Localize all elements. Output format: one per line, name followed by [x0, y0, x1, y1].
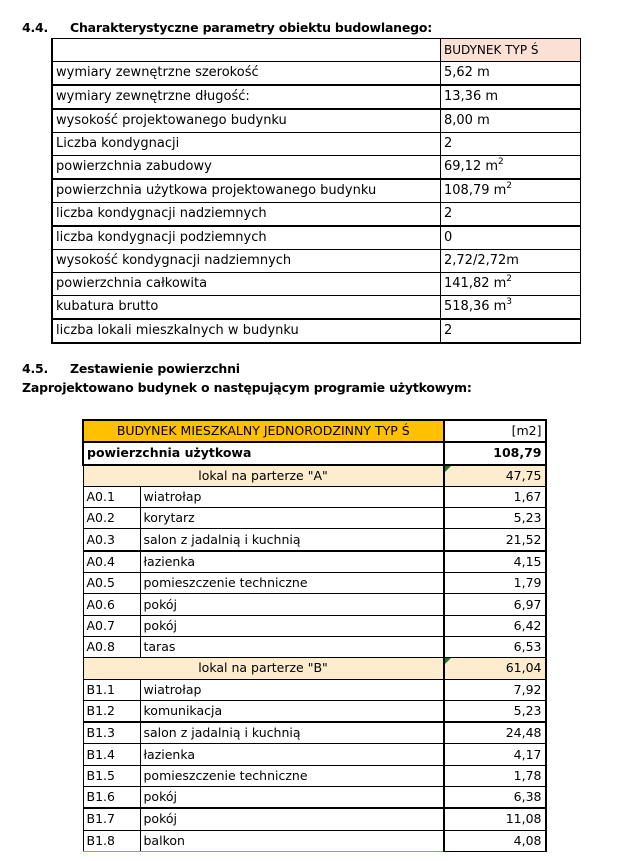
value-text: 108,79 m [444, 183, 507, 198]
room-name: taras [140, 636, 444, 657]
column-header: BUDYNEK TYP Ś [441, 39, 581, 62]
room-row [83, 830, 546, 851]
parameter-value [441, 319, 581, 343]
unit-exponent: 2 [498, 157, 504, 167]
value-text: 2 [444, 206, 453, 221]
room-code: B1.3 [83, 722, 140, 744]
room-row [83, 787, 546, 809]
parameter-label: powierzchnia użytkowa projektowanego budynku [52, 179, 441, 203]
room-area: 4,08 [444, 830, 546, 851]
parameter-value [441, 273, 581, 296]
room-area: 24,48 [444, 722, 546, 744]
parameter-label: wymiary zewnętrzne długość: [52, 85, 441, 109]
unit-header: [m2] [444, 420, 546, 442]
table-row [52, 179, 581, 203]
room-code: A0.6 [83, 594, 140, 615]
value-text: 5,62 m [444, 65, 490, 80]
value-text: 518,36 m [444, 299, 507, 314]
unit-subtotal-value: 61,04 [444, 658, 546, 679]
parameter-label: wysokość kondygnacji nadziemnych [52, 250, 441, 273]
room-code: A0.2 [83, 508, 140, 529]
room-area: 1,79 [444, 573, 546, 594]
unit-label: lokal na parterze "B" [83, 658, 444, 679]
value-text: 2 [444, 136, 453, 151]
room-area: 11,08 [444, 808, 546, 830]
room-row [83, 700, 546, 722]
parameter-value [441, 226, 581, 250]
parameter-label: liczba kondygnacji nadziemnych [52, 203, 441, 227]
room-area: 1,78 [444, 765, 546, 786]
room-name: komunikacja [140, 700, 444, 722]
parameter-label: liczba kondygnacji podziemnych [52, 226, 441, 250]
room-name: pomieszczenie techniczne [140, 573, 444, 594]
parameter-label: kubatura brutto [52, 296, 441, 320]
room-row [83, 594, 546, 615]
header-empty-cell [52, 39, 441, 62]
room-code: A0.1 [83, 486, 140, 507]
parameter-label: liczba lokali mieszkalnych w budynku [52, 319, 441, 343]
table-row [52, 156, 581, 180]
room-name: wiatrołap [140, 486, 444, 507]
area-summary-table [82, 419, 547, 852]
value-text: 2,72/2,72m [444, 253, 519, 268]
section-title: Zestawienie powierzchni [70, 361, 240, 376]
room-row [83, 636, 546, 657]
parameter-value [441, 109, 581, 133]
table-row [52, 273, 581, 296]
section-heading-4-4 [22, 20, 432, 35]
room-area: 7,92 [444, 679, 546, 700]
parameter-value [441, 203, 581, 227]
room-code: A0.5 [83, 573, 140, 594]
room-code: B1.2 [83, 700, 140, 722]
room-code: B1.1 [83, 679, 140, 700]
room-code: A0.3 [83, 529, 140, 551]
room-name: salon z jadalnią i kuchnią [140, 722, 444, 744]
room-area: 5,23 [444, 508, 546, 529]
table-row [52, 133, 581, 156]
room-code: B1.4 [83, 744, 140, 765]
parameter-label: Liczba kondygnacji [52, 133, 441, 156]
room-area: 5,23 [444, 700, 546, 722]
table-row [52, 296, 581, 320]
room-name: pokój [140, 808, 444, 830]
table-title-row [83, 420, 546, 442]
unit-exponent: 2 [506, 181, 513, 191]
parameter-label: wymiary zewnętrzne szerokość [52, 62, 441, 86]
room-code: A0.8 [83, 636, 140, 657]
room-code: B1.6 [83, 787, 140, 809]
parameter-value [441, 296, 581, 320]
room-row [83, 486, 546, 507]
table-header-row [52, 39, 581, 62]
table-row [52, 250, 581, 273]
section-number: 4.5. [22, 361, 49, 376]
room-code: B1.8 [83, 830, 140, 851]
room-name: korytarz [140, 508, 444, 529]
table-row [52, 226, 581, 250]
section-number: 4.4. [22, 20, 49, 35]
total-value: 108,79 [444, 442, 546, 464]
section-title: Charakterystyczne parametry obiektu budowlanego: [70, 20, 433, 35]
table-row [52, 109, 581, 133]
value-text: 2 [444, 323, 453, 338]
value-text: 8,00 m [444, 113, 490, 128]
unit-subtotal-row [83, 465, 546, 487]
section-heading-4-5 [22, 361, 240, 376]
parameter-value [441, 250, 581, 273]
unit-subtotal-value: 47,75 [444, 465, 546, 487]
table-row [52, 85, 581, 109]
parameter-value [441, 62, 581, 86]
room-name: wiatrołap [140, 679, 444, 700]
value-text: 69,12 m [444, 159, 499, 174]
room-name: salon z jadalnią i kuchnią [140, 529, 444, 551]
room-name: pokój [140, 787, 444, 809]
room-row [83, 529, 546, 551]
room-name: pomieszczenie techniczne [140, 765, 444, 786]
parameter-value [441, 85, 581, 109]
parameter-label: powierzchnia zabudowy [52, 156, 441, 180]
unit-exponent: 2 [506, 274, 513, 284]
value-text: 0 [444, 230, 453, 245]
room-row [83, 508, 546, 529]
room-code: B1.7 [83, 808, 140, 830]
room-row [83, 573, 546, 594]
parameter-label: powierzchnia całkowita [52, 273, 441, 296]
parameter-value [441, 179, 581, 203]
room-name: pokój [140, 594, 444, 615]
value-text: 13,36 m [444, 89, 499, 104]
room-row [83, 722, 546, 744]
table-row [52, 62, 581, 86]
total-row [83, 442, 546, 464]
unit-label: lokal na parterze "A" [83, 465, 444, 487]
room-row [83, 679, 546, 700]
room-row [83, 765, 546, 786]
parameter-label: wysokość projektowanego budynku [52, 109, 441, 133]
parameter-value [441, 133, 581, 156]
room-name: balkon [140, 830, 444, 851]
room-code: B1.5 [83, 765, 140, 786]
unit-exponent: 3 [506, 297, 513, 307]
room-name: łazienka [140, 744, 444, 765]
room-area: 4,17 [444, 744, 546, 765]
table-row [52, 319, 581, 343]
room-row [83, 808, 546, 830]
room-area: 6,97 [444, 594, 546, 615]
unit-subtotal-row [83, 658, 546, 679]
total-label: powierzchnia użytkowa [83, 442, 444, 464]
value-text: 141,82 m [444, 276, 507, 291]
room-row [83, 744, 546, 765]
room-area: 6,42 [444, 615, 546, 636]
section-intro: Zaprojektowano budynek o następującym programie użytkowym: [22, 380, 472, 395]
table-title: BUDYNEK MIESZKALNY JEDNORODZINNY TYP Ś [83, 420, 444, 442]
room-row [83, 615, 546, 636]
room-area: 6,38 [444, 787, 546, 809]
room-name: pokój [140, 615, 444, 636]
room-code: A0.4 [83, 551, 140, 573]
room-name: łazienka [140, 551, 444, 573]
room-area: 21,52 [444, 529, 546, 551]
room-code: A0.7 [83, 615, 140, 636]
parameter-value [441, 156, 581, 180]
room-area: 1,67 [444, 486, 546, 507]
room-area: 4,15 [444, 551, 546, 573]
room-area: 6,53 [444, 636, 546, 657]
table-row [52, 203, 581, 227]
building-parameters-table [51, 38, 581, 344]
room-row [83, 551, 546, 573]
